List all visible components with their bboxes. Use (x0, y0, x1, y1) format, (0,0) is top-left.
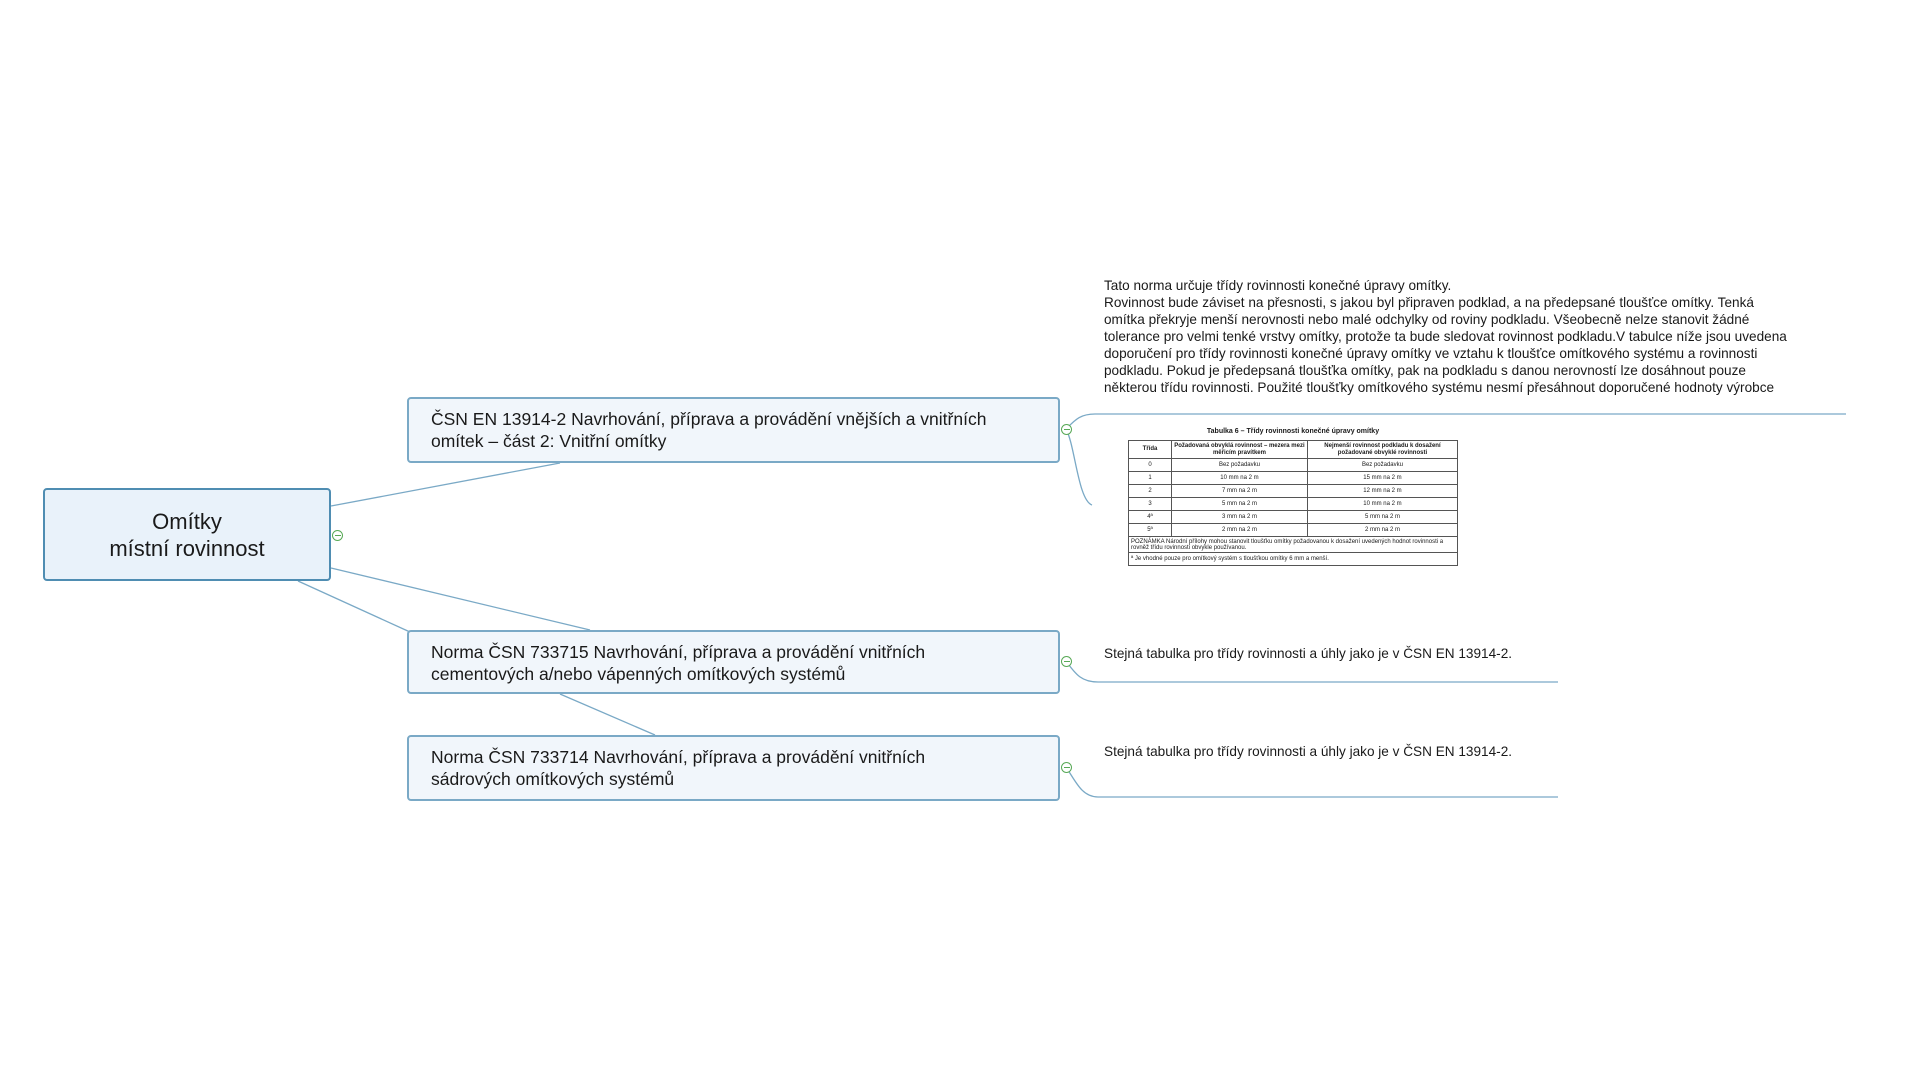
connector-branch2-note (1066, 661, 1558, 682)
note-text-en-13914-2 (1104, 277, 1864, 396)
table-row (1129, 472, 1458, 485)
table-cell: 15 mm na 2 m (1307, 472, 1457, 485)
table-row (1129, 511, 1458, 524)
table-cell: 10 mm na 2 m (1172, 472, 1308, 485)
connector-central-branch3 (298, 581, 410, 632)
branch-topic-csn-733714[interactable] (407, 735, 1060, 801)
table-cell: 10 mm na 2 m (1307, 498, 1457, 511)
table-cell: 2 mm na 2 m (1307, 524, 1457, 537)
connector-branch1-note-top (1066, 414, 1846, 429)
table-cell: 3 mm na 2 m (1172, 511, 1308, 524)
table-cell: 5 mm na 2 m (1172, 498, 1308, 511)
connector-central-branch1 (331, 463, 560, 506)
table-cell: 0 (1129, 459, 1172, 472)
note-text-733714: Stejná tabulka pro třídy rovinnosti a úhly jako je v ČSN EN 13914-2. (1104, 744, 1513, 759)
collapse-icon[interactable] (1061, 762, 1072, 773)
table-note: POZNÁMKA Národní přílohy mohou stanovit tloušťku omítky požadovanou k dosažení uvedených hodnot rovinnosti a rovněž třídu rovinnosti obvykle používanou. (1129, 537, 1458, 553)
branch-topic-line2: cementových a/nebo vápenných omítkových systémů (431, 664, 846, 684)
note-line: podkladu. Pokud je předepsaná tloušťka omítky, pak na podkladu s danou nerovností lze dosáhnout pouze (1104, 363, 1746, 378)
table-cell: 3 (1129, 498, 1172, 511)
collapse-icon[interactable] (1061, 656, 1072, 667)
table-header: Požadovaná obvyklá rovinnost – mezera mezi měřicím pravítkem (1172, 441, 1308, 459)
branch-topic-csn-en-13914-2[interactable] (407, 397, 1060, 463)
table-cell: 1 (1129, 472, 1172, 485)
branch-topic-line1: Norma ČSN 733714 Navrhování, příprava a provádění vnitřních (431, 747, 926, 767)
table-cell: 5 mm na 2 m (1307, 511, 1457, 524)
flatness-table (1128, 440, 1458, 566)
connector-central-branch2 (331, 568, 590, 630)
table-cell: 2 mm na 2 m (1172, 524, 1308, 537)
table-cell: 7 mm na 2 m (1172, 485, 1308, 498)
central-topic-line2: místní rovinnost (109, 535, 265, 561)
table-cell: Bez požadavku (1172, 459, 1308, 472)
branch-topic-line2: sádrových omítkových systémů (431, 769, 675, 789)
branch-topic-csn-733715[interactable] (407, 630, 1060, 694)
table-row (1129, 485, 1458, 498)
table-cell: 2 (1129, 485, 1172, 498)
table-title: Tabulka 6 – Třídy rovinnosti konečné úpravy omítky (1206, 428, 1380, 435)
branch-topic-line1: Norma ČSN 733715 Navrhování, příprava a provádění vnitřních (431, 642, 926, 662)
note-text-733715: Stejná tabulka pro třídy rovinnosti a úhly jako je v ČSN EN 13914-2. (1104, 646, 1513, 661)
note-line: Tato norma určuje třídy rovinnosti konečné úpravy omítky. (1104, 278, 1452, 293)
table-footnote-row (1129, 553, 1458, 566)
connector-branch1-note-bottom (1066, 429, 1092, 505)
collapse-icon[interactable] (1061, 424, 1072, 435)
connector-branch3-note (1066, 767, 1558, 797)
table-note-row (1129, 537, 1458, 553)
note-line: Rovinnost bude záviset na přesnosti, s jakou byl připraven podklad, a na předepsané tloušťce omítky. Tenká (1104, 295, 1754, 310)
table-row (1129, 459, 1458, 472)
note-line: některou třídu rovinnosti. Použité tloušťky omítkového systému nesmí přesáhnout doporučené hodnoty výrobce (1104, 380, 1775, 395)
table-header: Nejmenší rovinnost podkladu k dosažení požadované obvyklé rovinnosti (1307, 441, 1457, 459)
table-cell: Bez požadavku (1307, 459, 1457, 472)
table-row (1129, 524, 1458, 537)
table-footnote: ª Je vhodné pouze pro omítkový systém s tloušťkou omítky 6 mm a menší. (1129, 553, 1458, 566)
flatness-classes-table-image (1128, 428, 1458, 566)
table-header: Třída (1129, 441, 1172, 459)
table-cell: 12 mm na 2 m (1307, 485, 1457, 498)
table-cell: 4ª (1129, 511, 1172, 524)
collapse-icon[interactable] (332, 530, 343, 541)
table-row (1129, 498, 1458, 511)
connector-branch2-branch3 (560, 694, 655, 735)
table-cell: 5ª (1129, 524, 1172, 537)
branch-topic-line2: omítek – část 2: Vnitřní omítky (431, 431, 667, 451)
branch-topic-line1: ČSN EN 13914-2 Navrhování, příprava a provádění vnějších a vnitřních (431, 409, 987, 429)
note-line: omítka překryje menší nerovnosti nebo malé odchylky od roviny podkladu. Všeobecně nelze stanovit žádné (1104, 312, 1750, 327)
central-topic[interactable] (43, 488, 331, 581)
note-line: tolerance pro velmi tenké vrstvy omítky, protože ta bude sledovat rovinnost podkladu.V tabulce níže jsou uvedena (1104, 329, 1787, 344)
central-topic-line1: Omítky (152, 508, 222, 534)
note-line: doporučení pro třídy rovinnosti konečné úpravy omítky ve vztahu k tloušťce omítkového systému a rovinnosti (1104, 346, 1758, 361)
